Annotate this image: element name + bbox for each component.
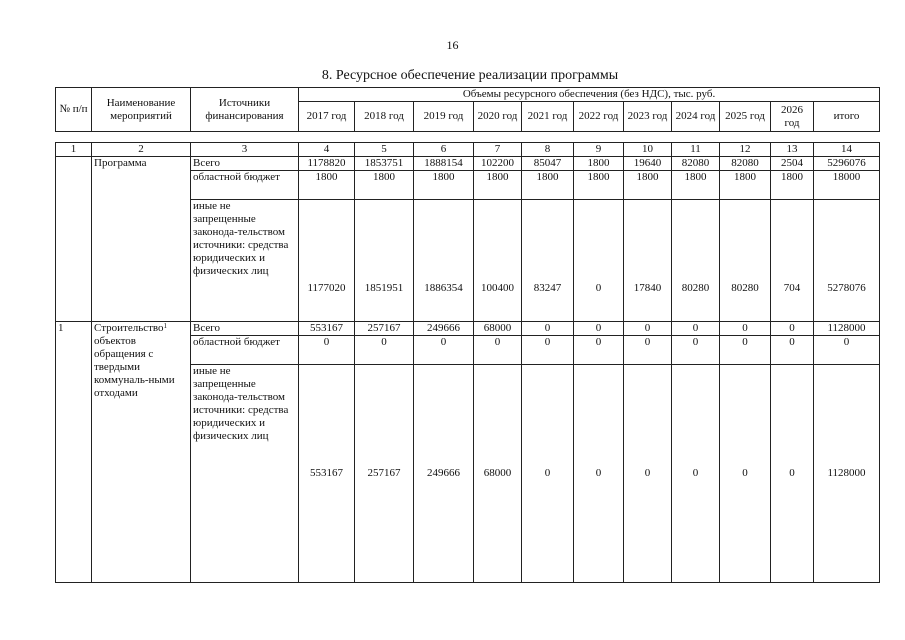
activity-name-text: объектов обращения с твердыми коммуналь-ными отходами: [94, 335, 175, 399]
year-value: 0: [720, 365, 771, 583]
section-title: 8. Ресурсное обеспечение реализации программы: [321, 68, 619, 83]
column-number: 10: [624, 143, 672, 157]
year-value: 249666: [414, 322, 474, 336]
year-value: 0: [474, 336, 522, 365]
year-value: 1800: [299, 171, 355, 200]
header-volumes-caption: Объемы ресурсного обеспечения (без НДС), тыс. руб.: [299, 88, 880, 102]
year-value: 17840: [624, 200, 672, 322]
year-value: 1886354: [414, 200, 474, 322]
year-value: 0: [720, 336, 771, 365]
funding-source: Всего: [191, 322, 299, 336]
column-number: 8: [522, 143, 574, 157]
row-number: [56, 157, 92, 322]
year-value: 553167: [299, 365, 355, 583]
year-value: 0: [574, 200, 624, 322]
year-value: 0: [355, 336, 414, 365]
column-number: 2: [92, 143, 191, 157]
year-value: 1800: [574, 157, 624, 171]
year-value: 1800: [522, 171, 574, 200]
funding-source: иные не запрещенные законода-тельством источники: средства юридических и физических лиц: [191, 200, 299, 322]
header-year: 2026 год: [771, 102, 814, 132]
year-value: 0: [574, 336, 624, 365]
header-col-source: Источники финансирования: [191, 88, 299, 132]
year-value: 0: [522, 365, 574, 583]
year-value: 0: [672, 365, 720, 583]
funding-source: областной бюджет: [191, 171, 299, 200]
year-value: 257167: [355, 365, 414, 583]
column-number: 4: [299, 143, 355, 157]
year-value: 0: [522, 322, 574, 336]
year-value: 704: [771, 200, 814, 322]
year-value: 249666: [414, 365, 474, 583]
year-value: 82080: [720, 157, 771, 171]
column-number: 14: [814, 143, 880, 157]
year-value: 1178820: [299, 157, 355, 171]
footnote-marker: 1: [163, 322, 168, 330]
year-value: 1800: [672, 171, 720, 200]
page-number: 16: [446, 38, 459, 52]
column-number: 6: [414, 143, 474, 157]
header-col-no: № п/п: [56, 88, 92, 132]
year-value: 1800: [474, 171, 522, 200]
year-value: 0: [624, 365, 672, 583]
year-value: 0: [672, 336, 720, 365]
table-row: [56, 322, 880, 336]
year-value: 1800: [414, 171, 474, 200]
header-total: итого: [814, 102, 880, 132]
year-value: 0: [574, 322, 624, 336]
year-value: 19640: [624, 157, 672, 171]
header-year: 2024 год: [672, 102, 720, 132]
year-value: 257167: [355, 322, 414, 336]
column-number: 3: [191, 143, 299, 157]
year-value: 80280: [720, 200, 771, 322]
column-number: 5: [355, 143, 414, 157]
year-value: 102200: [474, 157, 522, 171]
year-value: 1800: [720, 171, 771, 200]
header-year: 2023 год: [624, 102, 672, 132]
header-year: 2020 год: [474, 102, 522, 132]
activity-name: [92, 322, 191, 583]
column-numbers-row: [56, 143, 880, 157]
year-value: 1177020: [299, 200, 355, 322]
column-number: 12: [720, 143, 771, 157]
year-value: 1888154: [414, 157, 474, 171]
row-number: 1: [56, 322, 92, 583]
header-year: 2019 год: [414, 102, 474, 132]
year-value: 0: [771, 336, 814, 365]
year-value: 0: [522, 336, 574, 365]
funding-source: Всего: [191, 157, 299, 171]
year-value: 1800: [624, 171, 672, 200]
year-value: 0: [720, 322, 771, 336]
column-number: 7: [474, 143, 522, 157]
year-value: 0: [299, 336, 355, 365]
funding-source: областной бюджет: [191, 336, 299, 365]
total-value: 1128000: [814, 322, 880, 336]
year-value: 1800: [355, 171, 414, 200]
year-value: 0: [672, 322, 720, 336]
column-number: 9: [574, 143, 624, 157]
column-number: 11: [672, 143, 720, 157]
year-value: 85047: [522, 157, 574, 171]
funding-source: иные не запрещенные законода-тельством источники: средства юридических и физических лиц: [191, 365, 299, 583]
year-value: 2504: [771, 157, 814, 171]
year-value: 82080: [672, 157, 720, 171]
activity-name: [92, 157, 191, 322]
table-body: [55, 142, 880, 583]
year-value: 1800: [771, 171, 814, 200]
year-value: 0: [771, 322, 814, 336]
total-value: 5278076: [814, 200, 880, 322]
year-value: 1851951: [355, 200, 414, 322]
year-value: 0: [624, 336, 672, 365]
year-value: 0: [771, 365, 814, 583]
year-value: 0: [574, 365, 624, 583]
header-year: 2017 год: [299, 102, 355, 132]
header-year: 2018 год: [355, 102, 414, 132]
column-number: 1: [56, 143, 92, 157]
year-value: 0: [624, 322, 672, 336]
year-value: 0: [414, 336, 474, 365]
total-value: 5296076: [814, 157, 880, 171]
year-value: 1800: [574, 171, 624, 200]
total-value: 18000: [814, 171, 880, 200]
year-value: 1853751: [355, 157, 414, 171]
activity-name-first-word: Строительство: [94, 322, 164, 334]
year-value: 100400: [474, 200, 522, 322]
year-value: 553167: [299, 322, 355, 336]
year-value: 83247: [522, 200, 574, 322]
year-value: 80280: [672, 200, 720, 322]
column-number: 13: [771, 143, 814, 157]
table-header: [55, 87, 880, 132]
header-col-name: Наименование мероприятий: [92, 88, 191, 132]
total-value: 1128000: [814, 365, 880, 583]
year-value: 68000: [474, 365, 522, 583]
total-value: 0: [814, 336, 880, 365]
activity-name-text: Программа: [94, 157, 147, 169]
header-year: 2021 год: [522, 102, 574, 132]
header-year: 2022 год: [574, 102, 624, 132]
table-row: [56, 157, 880, 171]
year-value: 68000: [474, 322, 522, 336]
header-year: 2025 год: [720, 102, 771, 132]
